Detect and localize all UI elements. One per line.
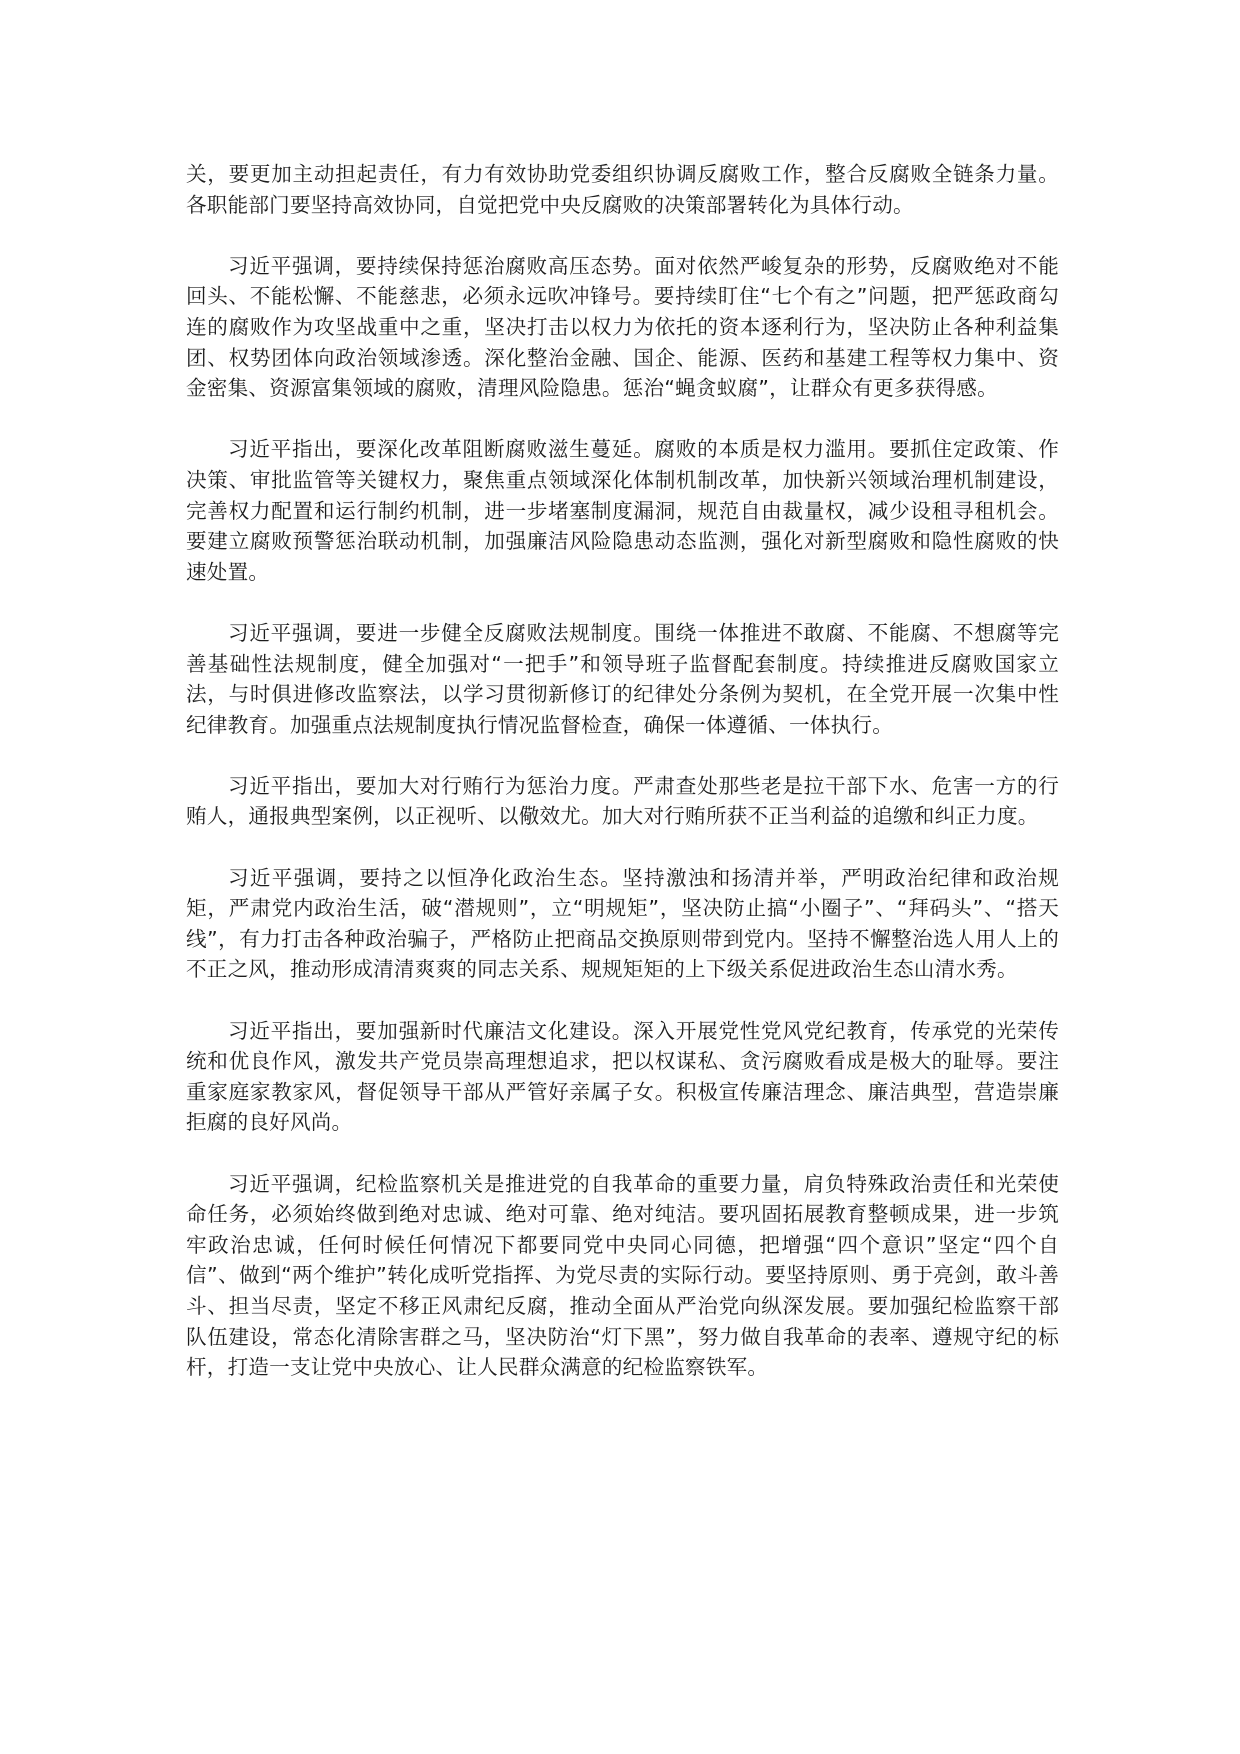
document-page <box>186 159 1059 1413</box>
paragraph-continued: 关，要更加主动担起责任，有力有效协助党委组织协调反腐败工作，整合反腐败全链条力量。各职能部门要坚持高效协同，自觉把党中央反腐败的决策部署转化为具体行动。 <box>186 162 1059 217</box>
paragraph-legal-system: 习近平强调，要进一步健全反腐败法规制度。围绕一体推进不敢腐、不能腐、不想腐等完善基础性法规制度，健全加强对“一把手”和领导班子监督配套制度。持续推进反腐败国家立法，与时俱进修改监察法，以学习贯彻新修订的纪律处分条例为契机，在全党开展一次集中性纪律教育。加强重点法规制度执行情况监督检查，确保一体遵循、一体执行。 <box>186 620 1059 737</box>
paragraph-deepen-reform: 习近平指出，要深化改革阻断腐败滋生蔓延。腐败的本质是权力滥用。要抓住定政策、作决策、审批监管等关键权力，聚焦重点领域深化体制机制改革，加快新兴领域治理机制建设，完善权力配置和运行制约机制，进一步堵塞制度漏洞，规范自由裁量权，减少设租寻租机会。要建立腐败预警惩治联动机制，加强廉洁风险隐患动态监测，强化对新型腐败和隐性腐败的快速处置。 <box>186 437 1059 584</box>
paragraph-bribery: 习近平指出，要加大对行贿行为惩治力度。严肃查处那些老是拉干部下水、危害一方的行贿人，通报典型案例，以正视听、以儆效尤。加大对行贿所获不正当利益的追缴和纠正力度。 <box>186 773 1059 829</box>
paragraph-political-ecology: 习近平强调，要持之以恒净化政治生态。坚持激浊和扬清并举，严明政治纪律和政治规矩，严肃党内政治生活，破“潜规则”，立“明规矩”，坚决防止搞“小圈子”、“拜码头”、“搭天线”，有力打击各种政治骗子，严格防止把商品交换原则带到党内。坚持不懈整治选人用人上的不正之风，推动形成清清爽爽的同志关系、规规矩矩的上下级关系促进政治生态山清水秀。 <box>186 865 1059 982</box>
paragraph-discipline-organs: 习近平强调，纪检监察机关是推进党的自我革命的重要力量，肩负特殊政治责任和光荣使命任务，必须始终做到绝对忠诚、绝对可靠、绝对纯洁。要巩固拓展教育整顿成果，进一步筑牢政治忠诚，任何时候任何情况下都要同党中央同心同德，把增强“四个意识”坚定“四个自信”、做到“两个维护”转化成听党指挥、为党尽责的实际行动。要坚持原则、勇于亮剑，敢斗善斗、担当尽责，坚定不移正风肃纪反腐，推动全面从严治党向纵深发展。要加强纪检监察干部队伍建设，常态化清除害群之马，坚决防治“灯下黑”，努力做自我革命的表率、遵规守纪的标杆，打造一支让党中央放心、让人民群众满意的纪检监察铁军。 <box>186 1171 1059 1380</box>
paragraph-integrity-culture: 习近平指出，要加强新时代廉洁文化建设。深入开展党性党风党纪教育，传承党的光荣传统和优良作风，激发共产党员崇高理想追求，把以权谋私、贪污腐败看成是极大的耻辱。要注重家庭家教家风，督促领导干部从严管好亲属子女。积极宣传廉洁理念、廉洁典型，营造崇廉拒腐的良好风尚。 <box>186 1018 1059 1135</box>
paragraph-punish-corruption: 习近平强调，要持续保持惩治腐败高压态势。面对依然严峻复杂的形势，反腐败绝对不能回头、不能松懈、不能慈悲，必须永远吹冲锋号。要持续盯住“七个有之”问题，把严惩政商勾连的腐败作为攻坚战重中之重，坚决打击以权力为依托的资本逐利行为，坚决防止各种利益集团、权势团体向政治领域渗透。深化整治金融、国企、能源、医药和基建工程等权力集中、资金密集、资源富集领域的腐败，清理风险隐患。惩治“蝇贪蚁腐”，让群众有更多获得感。 <box>186 253 1059 401</box>
